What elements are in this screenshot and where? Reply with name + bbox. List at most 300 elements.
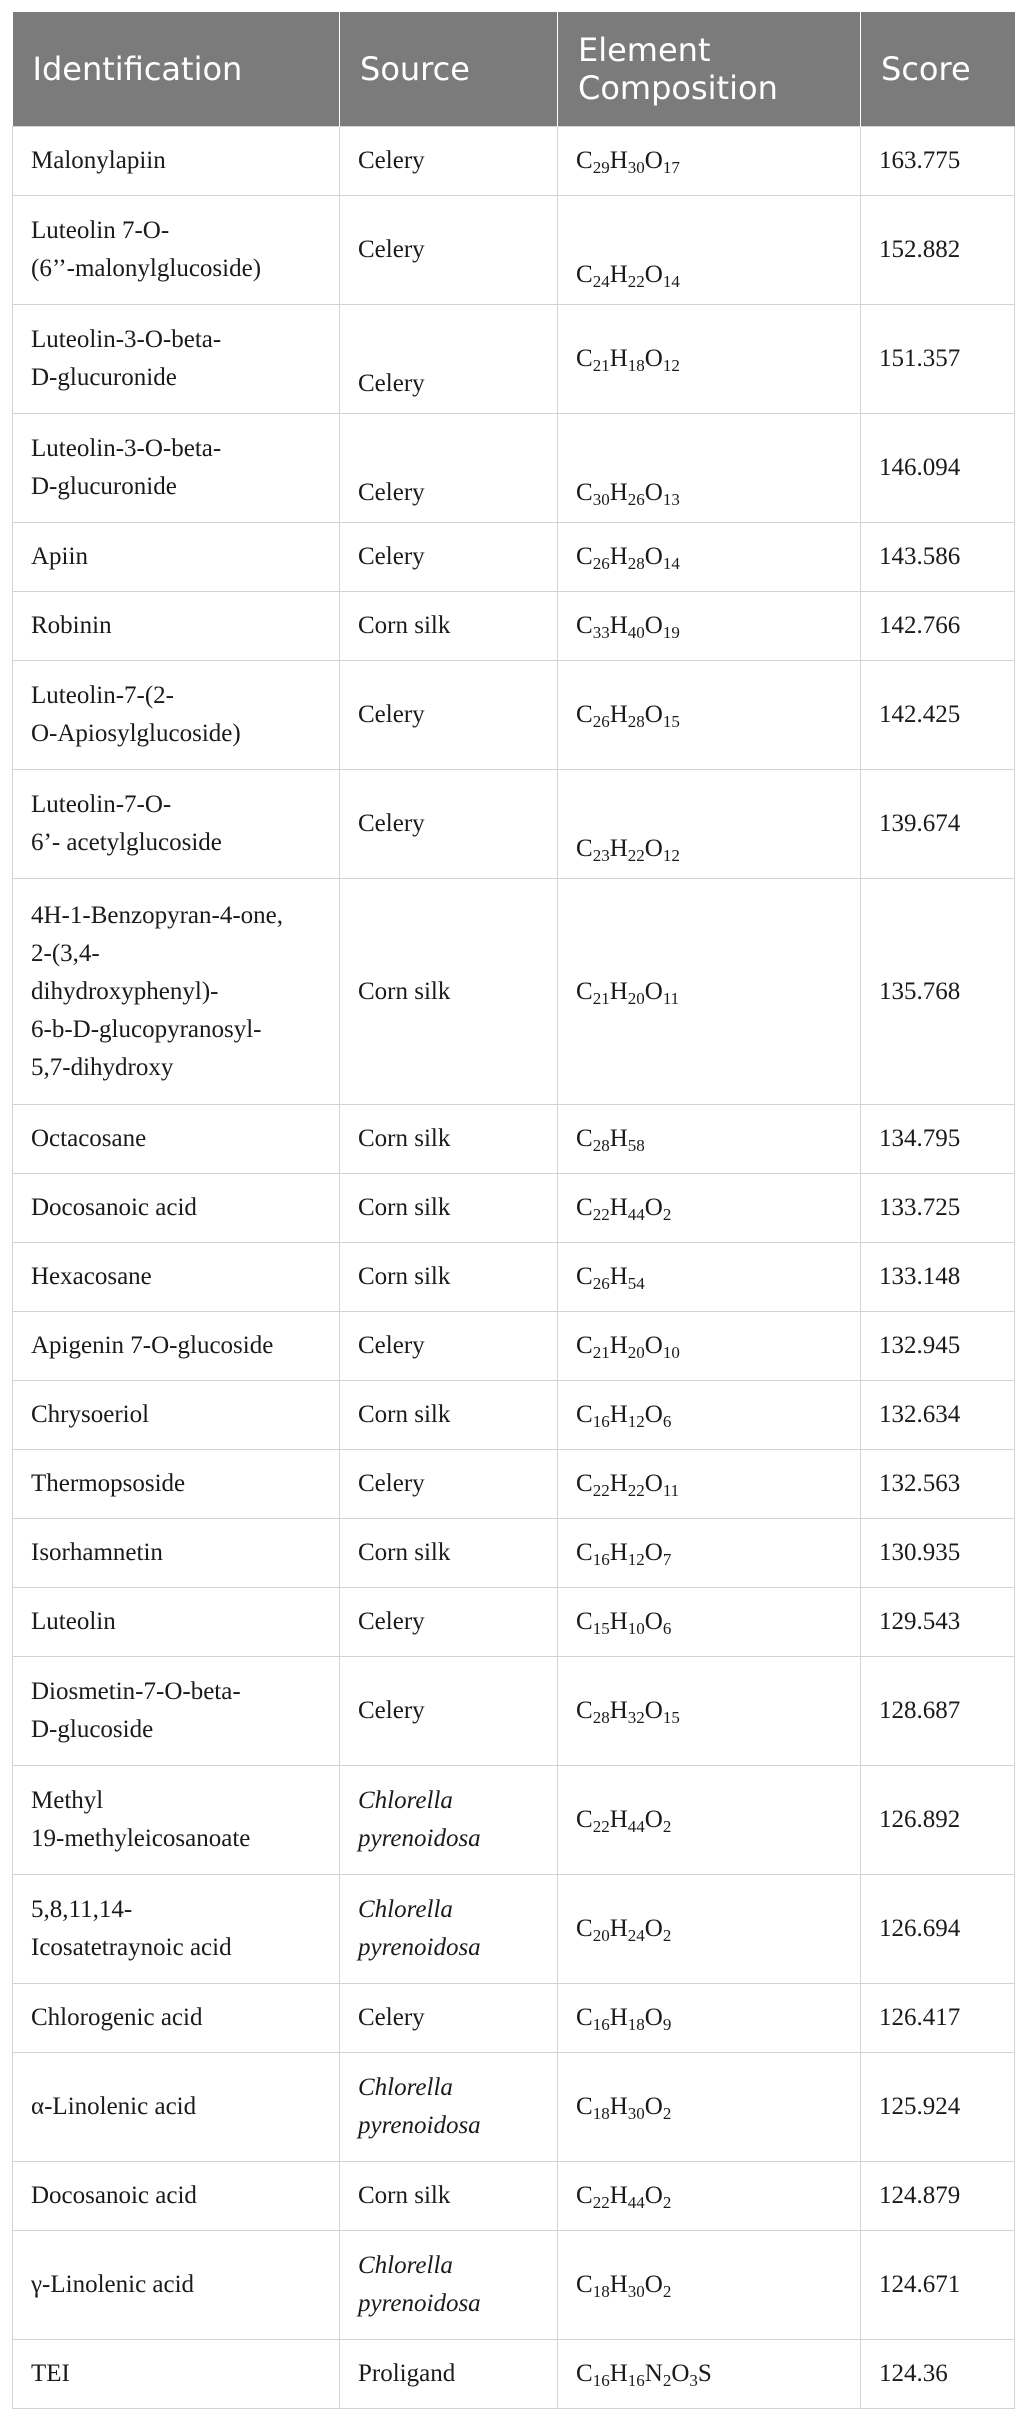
cell-identification	[13, 1450, 340, 1519]
formula-count: 16	[627, 2371, 645, 2390]
identification-line: Docosanoic acid	[31, 1194, 197, 1221]
identification-line: Apiin	[31, 543, 88, 570]
cell-element-composition	[558, 2162, 861, 2231]
formula-element: H	[609, 1332, 628, 1359]
formula-element: C	[576, 1806, 593, 1833]
formula-element: H	[609, 1697, 628, 1724]
formula-element: H	[609, 612, 628, 639]
table-row	[13, 1381, 1015, 1450]
identification-line: 6’- acetylglucoside	[31, 829, 222, 856]
formula-count: 21	[592, 988, 610, 1008]
formula-element: H	[609, 2182, 628, 2209]
table-row	[13, 1588, 1015, 1657]
formula-count: 30	[627, 2104, 645, 2123]
table-row	[13, 1312, 1015, 1381]
table-row	[13, 2053, 1015, 2162]
formula-element: O	[644, 2271, 663, 2298]
cell-element-composition	[558, 2053, 861, 2162]
formula-element: O	[644, 1194, 663, 1221]
cell-score: 126.417	[861, 1984, 1015, 2053]
formula-count: 22	[592, 1205, 610, 1224]
cell-element-composition	[558, 1657, 861, 1766]
formula-count: 18	[592, 2104, 610, 2123]
cell-source: Chlorella pyrenoidosa	[340, 2053, 558, 2162]
formula-element: H	[609, 543, 628, 570]
identification-line: Methyl	[31, 1787, 104, 1814]
cell-score: 142.425	[861, 661, 1015, 770]
cell-score: 132.563	[861, 1450, 1015, 1519]
identification-line: γ-Linolenic acid	[31, 2271, 195, 2298]
formula-element: C	[576, 2271, 593, 2298]
formula-count: 28	[592, 1136, 610, 1155]
formula-element: C	[576, 1125, 593, 1152]
table-row	[13, 523, 1015, 592]
cell-identification	[13, 1381, 340, 1450]
cell-score: 124.671	[861, 2231, 1015, 2340]
table-row	[13, 2162, 1015, 2231]
cell-element-composition	[558, 879, 861, 1105]
cell-score: 129.543	[861, 1588, 1015, 1657]
table-row	[13, 1174, 1015, 1243]
formula-count: 2	[662, 1817, 672, 1836]
formula-element: H	[609, 1608, 628, 1635]
identification-line: D-glucuronide	[31, 364, 177, 391]
formula-count: 7	[662, 1550, 672, 1569]
formula-element: H	[609, 479, 628, 506]
table-row	[13, 1875, 1015, 1984]
identification-line: Luteolin 7-O-	[31, 217, 170, 244]
formula-count: 2	[662, 2104, 672, 2123]
formula-element: C	[576, 2093, 593, 2120]
cell-score: 139.674	[861, 770, 1015, 879]
formula-count: 10	[662, 1343, 680, 1362]
formula-element: C	[576, 261, 593, 288]
table-row	[13, 1657, 1015, 1766]
formula-element: H	[609, 1263, 628, 1290]
cell-element-composition	[558, 1312, 861, 1381]
formula-element: O	[644, 1332, 663, 1359]
identification-line: Icosatetraynoic acid	[31, 1934, 232, 1961]
table-row	[13, 127, 1015, 196]
identification-line: Octacosane	[31, 1125, 147, 1152]
formula-count: 12	[627, 1412, 645, 1431]
cell-source: Celery	[340, 1588, 558, 1657]
cell-source: Corn silk	[340, 1381, 558, 1450]
formula-count: 22	[627, 846, 645, 865]
formula-count: 21	[592, 1343, 610, 1362]
identification-line: Chrysoeriol	[31, 1401, 150, 1428]
formula-element: O	[644, 1608, 663, 1635]
cell-source: Chlorella pyrenoidosa	[340, 2231, 558, 2340]
formula-count: 28	[627, 712, 645, 731]
identification-line: Luteolin-3-O-beta-	[31, 326, 222, 353]
formula-element: C	[576, 835, 593, 862]
identification-line: Luteolin-3-O-beta-	[31, 435, 222, 462]
cell-source: Celery	[340, 1984, 558, 2053]
cell-identification	[13, 523, 340, 592]
cell-source: Celery	[340, 305, 558, 414]
formula-count: 12	[627, 1550, 645, 1569]
cell-element-composition	[558, 127, 861, 196]
formula-count: 12	[662, 356, 680, 375]
formula-count: 26	[592, 1274, 610, 1293]
formula-element: O	[644, 261, 663, 288]
formula-count: 44	[627, 1817, 645, 1836]
formula-element: O	[644, 2004, 663, 2031]
cell-source: Corn silk	[340, 879, 558, 1105]
formula-count: 29	[592, 158, 610, 177]
formula-element: O	[644, 1470, 663, 1497]
formula-element: C	[576, 345, 593, 372]
identification-line: 2-(3,4-	[31, 939, 100, 967]
formula-count: 22	[592, 1817, 610, 1836]
cell-source: Corn silk	[340, 1243, 558, 1312]
cell-element-composition	[558, 2340, 861, 2409]
cell-source: Corn silk	[340, 2162, 558, 2231]
formula-element: C	[576, 147, 593, 174]
header-row	[13, 12, 1015, 127]
formula-count: 18	[627, 356, 645, 375]
cell-score: 142.766	[861, 592, 1015, 661]
formula-element: H	[609, 977, 628, 1005]
formula-element: C	[576, 2004, 593, 2031]
cell-identification	[13, 661, 340, 770]
identification-line: D-glucoside	[31, 1716, 154, 1743]
formula-count: 2	[662, 2282, 672, 2301]
formula-element: H	[609, 2271, 628, 2298]
formula-count: 44	[627, 2193, 645, 2212]
formula-count: 13	[662, 490, 680, 509]
compound-table	[12, 12, 1015, 2409]
cell-score: 163.775	[861, 127, 1015, 196]
cell-identification	[13, 1588, 340, 1657]
cell-score: 135.768	[861, 879, 1015, 1105]
cell-score: 126.694	[861, 1875, 1015, 1984]
formula-element: O	[644, 147, 663, 174]
identification-line: Apigenin 7-O-glucoside	[31, 1332, 274, 1359]
formula-element: C	[576, 1539, 593, 1566]
formula-element: O	[671, 2360, 690, 2387]
formula-element: O	[644, 345, 663, 372]
cell-score: 151.357	[861, 305, 1015, 414]
formula-element: O	[644, 701, 663, 728]
cell-score: 133.725	[861, 1174, 1015, 1243]
formula-count: 2	[662, 1205, 672, 1224]
formula-element: O	[644, 1915, 663, 1942]
cell-source: Celery	[340, 1312, 558, 1381]
cell-source: Proligand	[340, 2340, 558, 2409]
formula-count: 26	[592, 712, 610, 731]
formula-count: 26	[627, 490, 645, 509]
formula-count: 58	[627, 1136, 645, 1155]
formula-count: 22	[627, 272, 645, 291]
formula-count: 14	[662, 554, 680, 573]
formula-element: C	[576, 2182, 593, 2209]
formula-count: 6	[662, 1619, 672, 1638]
formula-count: 24	[592, 272, 610, 291]
cell-score: 124.36	[861, 2340, 1015, 2409]
formula-count: 12	[662, 846, 680, 865]
formula-element: H	[609, 1539, 628, 1566]
formula-count: 2	[662, 1926, 672, 1945]
cell-element-composition	[558, 1984, 861, 2053]
formula-element: C	[576, 701, 593, 728]
formula-element: O	[644, 1539, 663, 1566]
formula-element: O	[644, 2182, 663, 2209]
formula-count: 11	[662, 988, 680, 1008]
table-row	[13, 1105, 1015, 1174]
formula-count: 16	[592, 1550, 610, 1569]
cell-element-composition	[558, 661, 861, 770]
formula-element: O	[644, 977, 663, 1005]
formula-count: 30	[627, 2282, 645, 2301]
identification-line: Docosanoic acid	[31, 2182, 197, 2209]
cell-source: Celery	[340, 770, 558, 879]
cell-source: Chlorella pyrenoidosa	[340, 1766, 558, 1875]
formula-count: 28	[627, 554, 645, 573]
formula-element: H	[609, 1915, 628, 1942]
identification-line: Chlorogenic acid	[31, 2004, 203, 2031]
formula-count: 20	[627, 988, 645, 1008]
formula-element: O	[644, 612, 663, 639]
cell-element-composition	[558, 2231, 861, 2340]
header-source: Source	[340, 12, 558, 127]
cell-source: Celery	[340, 523, 558, 592]
cell-identification	[13, 1875, 340, 1984]
formula-count: 21	[592, 356, 610, 375]
table-row	[13, 2231, 1015, 2340]
identification-line: Robinin	[31, 612, 112, 639]
identification-line: 5,8,11,14-	[31, 1896, 133, 1923]
formula-count: 22	[592, 2193, 610, 2212]
formula-count: 18	[627, 2015, 645, 2034]
table-row	[13, 1766, 1015, 1875]
identification-line: 4H-1-Benzopyran-4-one,	[31, 901, 283, 929]
cell-score: 152.882	[861, 196, 1015, 305]
formula-element: H	[609, 1194, 628, 1221]
cell-identification	[13, 1174, 340, 1243]
formula-element: H	[609, 147, 628, 174]
table-row	[13, 1243, 1015, 1312]
formula-element: C	[576, 479, 593, 506]
table-row	[13, 592, 1015, 661]
formula-element: C	[576, 612, 593, 639]
formula-element: H	[609, 2093, 628, 2120]
formula-count: 40	[627, 623, 645, 642]
formula-count: 10	[627, 1619, 645, 1638]
header-score: Score	[861, 12, 1015, 127]
cell-identification	[13, 1657, 340, 1766]
formula-element: O	[644, 1697, 663, 1724]
formula-count: 16	[592, 1412, 610, 1431]
cell-identification	[13, 196, 340, 305]
cell-identification	[13, 1519, 340, 1588]
cell-element-composition	[558, 196, 861, 305]
formula-count: 16	[592, 2371, 610, 2390]
identification-line: Malonylapiin	[31, 147, 166, 174]
formula-count: 26	[592, 554, 610, 573]
cell-element-composition	[558, 1766, 861, 1875]
table-body	[13, 127, 1015, 2409]
cell-identification	[13, 1243, 340, 1312]
formula-element: C	[576, 977, 593, 1005]
formula-count: 9	[662, 2015, 672, 2034]
formula-element: H	[609, 1806, 628, 1833]
formula-element: C	[576, 1915, 593, 1942]
formula-element: C	[576, 1263, 593, 1290]
formula-count: 2	[662, 2193, 672, 2212]
formula-count: 23	[592, 846, 610, 865]
formula-count: 24	[627, 1926, 645, 1945]
formula-count: 33	[592, 623, 610, 642]
cell-source: Celery	[340, 414, 558, 523]
cell-identification	[13, 414, 340, 523]
formula-element: O	[644, 543, 663, 570]
cell-identification	[13, 770, 340, 879]
formula-count: 22	[627, 1481, 645, 1500]
formula-element: O	[644, 1401, 663, 1428]
cell-identification	[13, 879, 340, 1105]
identification-line: D-glucuronide	[31, 473, 177, 500]
identification-line: Luteolin-7-(2-	[31, 682, 175, 709]
cell-score: 126.892	[861, 1766, 1015, 1875]
cell-element-composition	[558, 1450, 861, 1519]
formula-count: 19	[662, 623, 680, 642]
formula-count: 30	[627, 158, 645, 177]
identification-line: Diosmetin-7-O-beta-	[31, 1678, 241, 1705]
formula-element: H	[609, 1401, 628, 1428]
formula-count: 20	[627, 1343, 645, 1362]
formula-element: H	[609, 1125, 628, 1152]
formula-count: 6	[662, 1412, 672, 1431]
cell-source: Celery	[340, 1450, 558, 1519]
formula-element: H	[609, 1470, 628, 1497]
table-row	[13, 2340, 1015, 2409]
cell-identification	[13, 305, 340, 414]
cell-identification	[13, 1766, 340, 1875]
formula-element: C	[576, 2360, 593, 2387]
formula-count: 28	[592, 1708, 610, 1727]
cell-score: 125.924	[861, 2053, 1015, 2162]
cell-source: Corn silk	[340, 1519, 558, 1588]
cell-source: Celery	[340, 1657, 558, 1766]
formula-count: 2	[662, 2371, 672, 2390]
identification-line: Hexacosane	[31, 1263, 152, 1290]
header-element-composition: Element Composition	[558, 12, 861, 127]
cell-score: 133.148	[861, 1243, 1015, 1312]
cell-element-composition	[558, 1381, 861, 1450]
cell-source: Celery	[340, 196, 558, 305]
header-identification: Identification	[13, 12, 340, 127]
formula-element: C	[576, 1194, 593, 1221]
formula-element: H	[609, 2004, 628, 2031]
formula-count: 15	[662, 712, 680, 731]
formula-element: H	[609, 2360, 628, 2387]
cell-score: 143.586	[861, 523, 1015, 592]
identification-line: (6’’-malonylglucoside)	[31, 255, 262, 282]
identification-line: TEI	[31, 2360, 70, 2387]
table-row	[13, 1450, 1015, 1519]
formula-count: 15	[592, 1619, 610, 1638]
formula-count: 15	[662, 1708, 680, 1727]
cell-element-composition	[558, 592, 861, 661]
table-row	[13, 305, 1015, 414]
formula-element: C	[576, 1697, 593, 1724]
cell-element-composition	[558, 305, 861, 414]
cell-element-composition	[558, 770, 861, 879]
formula-element: O	[644, 2093, 663, 2120]
formula-element: C	[576, 1470, 593, 1497]
formula-count: 11	[662, 1481, 680, 1500]
formula-count: 14	[662, 272, 680, 291]
cell-source: Corn silk	[340, 592, 558, 661]
formula-element: O	[644, 1806, 663, 1833]
formula-element: O	[644, 479, 663, 506]
formula-count: 22	[592, 1481, 610, 1500]
formula-count: 30	[592, 490, 610, 509]
cell-identification	[13, 1984, 340, 2053]
cell-element-composition	[558, 1174, 861, 1243]
cell-element-composition	[558, 1243, 861, 1312]
formula-count: 54	[627, 1274, 645, 1293]
identification-line: α-Linolenic acid	[31, 2093, 197, 2120]
identification-line: dihydroxyphenyl)-	[31, 977, 219, 1005]
cell-identification	[13, 2053, 340, 2162]
identification-line: 6-b-D-glucopyranosyl-	[31, 1015, 262, 1043]
table-row	[13, 414, 1015, 523]
identification-line: Thermopsoside	[31, 1470, 186, 1497]
formula-element: N	[644, 2360, 663, 2387]
cell-identification	[13, 2340, 340, 2409]
cell-source: Celery	[340, 127, 558, 196]
formula-element: C	[576, 1332, 593, 1359]
formula-element: C	[576, 1608, 593, 1635]
formula-count: 18	[592, 2282, 610, 2301]
identification-line: 19-methyleicosanoate	[31, 1825, 251, 1852]
formula-element: C	[576, 543, 593, 570]
cell-score: 124.879	[861, 2162, 1015, 2231]
cell-score: 128.687	[861, 1657, 1015, 1766]
cell-score: 132.945	[861, 1312, 1015, 1381]
cell-element-composition	[558, 1519, 861, 1588]
cell-element-composition	[558, 1875, 861, 1984]
cell-identification	[13, 2231, 340, 2340]
cell-identification	[13, 1105, 340, 1174]
formula-element: C	[576, 1401, 593, 1428]
cell-score: 132.634	[861, 1381, 1015, 1450]
formula-element: H	[609, 701, 628, 728]
table-row	[13, 1519, 1015, 1588]
formula-element: H	[609, 345, 628, 372]
identification-line: Luteolin	[31, 1608, 116, 1635]
cell-source: Celery	[340, 661, 558, 770]
table-container	[12, 12, 1014, 2409]
table-row	[13, 661, 1015, 770]
formula-element: O	[644, 835, 663, 862]
table-row	[13, 879, 1015, 1105]
formula-element: H	[609, 835, 628, 862]
table-row	[13, 196, 1015, 305]
cell-score: 130.935	[861, 1519, 1015, 1588]
cell-identification	[13, 127, 340, 196]
formula-count: 20	[592, 1926, 610, 1945]
cell-element-composition	[558, 414, 861, 523]
table-row	[13, 1984, 1015, 2053]
formula-count: 17	[662, 158, 680, 177]
cell-element-composition	[558, 1588, 861, 1657]
cell-element-composition	[558, 1105, 861, 1174]
cell-source: Chlorella pyrenoidosa	[340, 1875, 558, 1984]
